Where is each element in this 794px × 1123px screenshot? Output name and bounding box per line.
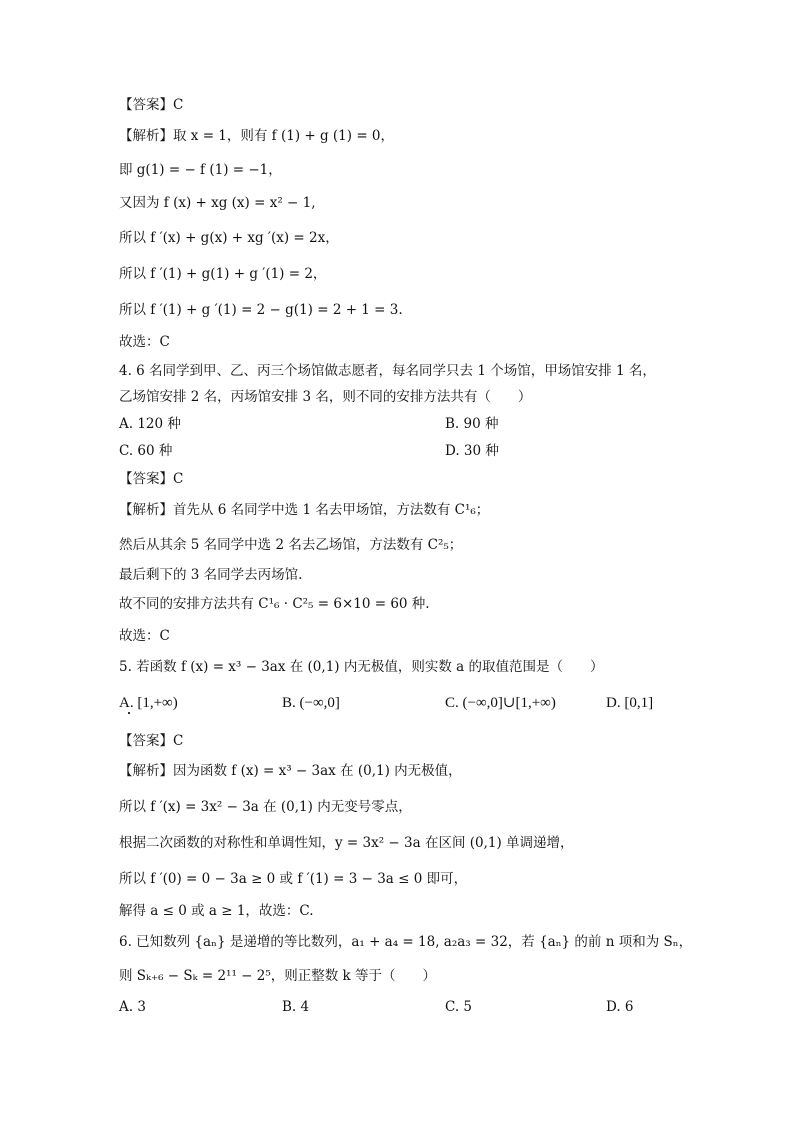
- q6-stem-line-1: 6. 已知数列 {aₙ} 是递增的等比数列，a₁ + a₄ = 18, a₂a₃ = 32，若 {aₙ} 的前 n 项和为 Sₙ，: [119, 934, 693, 950]
- q4-analysis-line-4: 故不同的安排方法共有 C¹₆ · C²₅ = 6×10 = 60 种.: [119, 596, 430, 612]
- q5-option-a: A. [1,+∞): [119, 695, 178, 711]
- q5-analysis-line-4: 所以 f ′(0) = 0 − 3a ≥ 0 或 f ′(1) = 3 − 3a ≤ 0 即可，: [119, 871, 468, 887]
- q4-option-d: D. 30 种: [445, 443, 499, 459]
- q4-analysis-line-3: 最后剩下的 3 名同学去丙场馆.: [119, 567, 303, 583]
- q4-choice: 故选：C: [119, 628, 170, 644]
- q3-analysis-line-1: 【解析】取 x = 1，则有 f (1) + g (1) = 0，: [119, 128, 395, 144]
- decorative-dot: [128, 712, 130, 714]
- q4-analysis-line-2: 然后从其余 5 名同学中选 2 名去乙场馆，方法数有 C²₅；: [119, 537, 463, 553]
- q3-analysis-line-5: 所以 f ′(1) + g(1) + g ′(1) = 2，: [119, 266, 327, 282]
- q5-stem: 5. 若函数 f (x) = x³ − 3ax 在 (0,1) 内无极值，则实数 a 的取值范围是（ ）: [119, 659, 604, 675]
- q4-stem-line-2: 乙场馆安排 2 名，丙场馆安排 3 名，则不同的安排方法共有（ ）: [119, 389, 532, 405]
- q5-analysis-line-5: 解得 a ≤ 0 或 a ≥ 1，故选：C.: [119, 903, 314, 919]
- q4-option-b: B. 90 种: [445, 416, 499, 432]
- q4-analysis-line-1: 【解析】首先从 6 名同学中选 1 名去甲场馆，方法数有 C¹₆；: [119, 502, 490, 518]
- q4-answer: 【答案】C: [119, 471, 184, 487]
- q3-answer: 【答案】C: [119, 97, 184, 113]
- q3-analysis-line-3: 又因为 f (x) + xg (x) = x² − 1,: [119, 195, 316, 211]
- q3-analysis-line-2: 即 g(1) = − f (1) = −1，: [119, 162, 282, 178]
- q4-stem-line-1: 4. 6 名同学到甲、乙、丙三个场馆做志愿者，每名同学只去 1 个场馆，甲场馆安排 1 名，: [119, 363, 656, 379]
- q6-option-d: D. 6: [606, 999, 634, 1015]
- q6-option-c: C. 5: [445, 999, 473, 1015]
- q5-analysis-line-1: 【解析】因为函数 f (x) = x³ − 3ax 在 (0,1) 内无极值，: [119, 763, 462, 779]
- q3-choice: 故选：C: [119, 334, 170, 350]
- q3-analysis-line-6: 所以 f ′(1) + g ′(1) = 2 − g(1) = 2 + 1 = 3.: [119, 302, 403, 318]
- q5-analysis-line-2: 所以 f ′(x) = 3x² − 3a 在 (0,1) 内无变号零点，: [119, 799, 412, 815]
- q3-analysis-line-4: 所以 f ′(x) + g(x) + xg ′(x) = 2x，: [119, 230, 339, 246]
- q5-option-d: D. [0,1]: [606, 695, 654, 711]
- q6-option-b: B. 4: [282, 999, 310, 1015]
- q5-analysis-line-3: 根据二次函数的对称性和单调性知，y = 3x² − 3a 在区间 (0,1) 单调递增，: [119, 835, 574, 851]
- q5-answer: 【答案】C: [119, 733, 184, 749]
- q6-option-a: A. 3: [119, 999, 146, 1015]
- q4-option-a: A. 120 种: [119, 416, 181, 432]
- q6-stem-line-2: 则 Sₖ₊₆ − Sₖ = 2¹¹ − 2⁵，则正整数 k 等于（ ）: [119, 968, 437, 984]
- q5-option-b: B. (−∞,0]: [282, 695, 340, 711]
- q4-option-c: C. 60 种: [119, 443, 173, 459]
- q5-option-c: C. (−∞,0]∪[1,+∞): [445, 695, 556, 711]
